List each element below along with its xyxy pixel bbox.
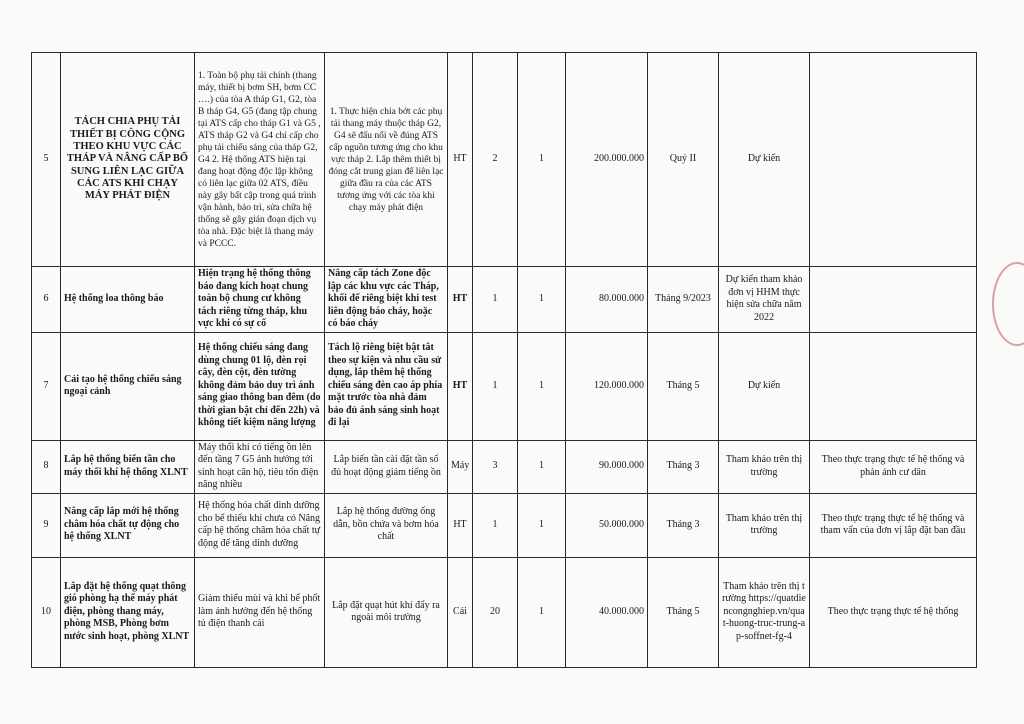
solution: 1. Thực hiện chia bớt các phụ tải thang máy thuộc tháp G2, G4 sẽ đấu nối về đúng ATS cấp nguồn tương ứng cho khu vực tháp 2. Lắp thêm thiết bị đóng cắt trung gian để liên lạc giữa đầu ra của các ATS tương ứng với các tòa khi chạy máy phát điện bbox=[325, 53, 448, 267]
quantity: 1 bbox=[473, 493, 518, 557]
basis bbox=[810, 53, 977, 267]
unit: Máy bbox=[448, 440, 473, 493]
item-name: Hệ thống loa thông báo bbox=[61, 267, 195, 333]
unit: HT bbox=[448, 267, 473, 333]
table-row bbox=[32, 440, 977, 493]
multiplier: 1 bbox=[518, 53, 566, 267]
item-name: Lắp hệ thống biến tần cho máy thổi khí hệ thống XLNT bbox=[61, 440, 195, 493]
note: Tham khảo trên thị trường https://quatdiencongnghiep.vn/quat-huong-truc-trung-ap-soffnet-fg-4 bbox=[719, 557, 810, 667]
basis bbox=[810, 332, 977, 440]
item-name: Nâng cấp lắp mới hệ thống châm hóa chất tự động cho hệ thống XLNT bbox=[61, 493, 195, 557]
item-name: Cải tạo hệ thống chiếu sáng ngoại cảnh bbox=[61, 332, 195, 440]
solution: Nâng cấp tách Zone độc lập các khu vực các Tháp, khối để riêng biệt khi test liên động báo cháy, hoặc có báo cháy bbox=[325, 267, 448, 333]
cost: 80.000.000 bbox=[566, 267, 648, 333]
timeline: Tháng 9/2023 bbox=[648, 267, 719, 333]
multiplier: 1 bbox=[518, 440, 566, 493]
unit: Cái bbox=[448, 557, 473, 667]
multiplier: 1 bbox=[518, 493, 566, 557]
solution: Lắp đặt quạt hút khí đẩy ra ngoài môi trường bbox=[325, 557, 448, 667]
cost: 200.000.000 bbox=[566, 53, 648, 267]
unit: HT bbox=[448, 53, 473, 267]
cost: 40.000.000 bbox=[566, 557, 648, 667]
note: Dự kiến bbox=[719, 332, 810, 440]
current-state: Giảm thiểu mùi và khi bể phốt làm ảnh hưởng đến hệ thống tủ điện thanh cái bbox=[195, 557, 325, 667]
solution: Lắp biến tần cài đặt tần số đủ hoạt động giảm tiếng ồn bbox=[325, 440, 448, 493]
table-row bbox=[32, 493, 977, 557]
current-state: Hiện trạng hệ thống thông báo đang kích hoạt chung toàn bộ chung cư không tách riêng từng tháp, khu vực khi có sự cố bbox=[195, 267, 325, 333]
quantity: 1 bbox=[473, 332, 518, 440]
table-row bbox=[32, 332, 977, 440]
table-row bbox=[32, 267, 977, 333]
item-name: Lắp đặt hệ thống quạt thông gió phòng hạ thế máy phát điện, phòng thang máy, phòng MSB, Phòng bơm nước sinh hoạt, phòng XLNT bbox=[61, 557, 195, 667]
timeline: Quý II bbox=[648, 53, 719, 267]
row-number: 5 bbox=[32, 53, 61, 267]
timeline: Tháng 5 bbox=[648, 332, 719, 440]
current-state: Hệ thống chiếu sáng đang dùng chung 01 lộ, đèn rọi cây, đèn cột, đèn tường không đảm bảo duy trì ánh sáng giao thông ban đêm (do thời gian bật chỉ đến 22h) và không tiết kiệm năng lượng bbox=[195, 332, 325, 440]
current-state: 1. Toàn bộ phụ tải chính (thang máy, thiết bị bơm SH, bơm CC ….) của tòa A tháp G1, G2, tòa B tháp G4, G5 (đang tập chung tại ATS cấp cho tháp G1 và G5 , ATS tháp G2 và G4 chỉ cấp cho phụ tải chiếu sáng của tháp G2, G4 2. Hệ thống ATS hiện tại đang hoạt động độc lập không có liên lạc giữa 02 ATS, điều này gây bất cập trong quá trình vận hành, bảo trì, sửa chữa hệ thống sẽ gây gián đoạn dịch vụ tòa nhà. Đặc biệt là thang máy và PCCC. bbox=[195, 53, 325, 267]
unit: HT bbox=[448, 332, 473, 440]
note: Dự kiến tham khảo đơn vị HHM thực hiện sửa chữa năm 2022 bbox=[719, 267, 810, 333]
basis: Theo thực trạng thực tế hệ thống và phản ánh cư dân bbox=[810, 440, 977, 493]
item-name: TÁCH CHIA PHỤ TẢI THIẾT BỊ CÔNG CỘNG THEO KHU VỰC CÁC THÁP VÀ NÂNG CẤP BỔ SUNG LIÊN LẠC GIỮA CÁC ATS KHI CHẠY MÁY PHÁT ĐIỆN bbox=[61, 53, 195, 267]
multiplier: 1 bbox=[518, 267, 566, 333]
row-number: 6 bbox=[32, 267, 61, 333]
multiplier: 1 bbox=[518, 557, 566, 667]
current-state: Máy thổi khí có tiếng ồn lên đến tầng 7 G5 ảnh hưởng tới sinh hoạt căn hộ, tiêu tốn điện năng nhiều bbox=[195, 440, 325, 493]
basis: Theo thực trạng thực tế hệ thống và tham vấn của đơn vị lắp đặt ban đầu bbox=[810, 493, 977, 557]
cost: 90.000.000 bbox=[566, 440, 648, 493]
row-number: 9 bbox=[32, 493, 61, 557]
cost: 50.000.000 bbox=[566, 493, 648, 557]
seal-stamp bbox=[992, 262, 1024, 346]
quantity: 1 bbox=[473, 267, 518, 333]
timeline: Tháng 3 bbox=[648, 493, 719, 557]
multiplier: 1 bbox=[518, 332, 566, 440]
table-row bbox=[32, 557, 977, 667]
quantity: 2 bbox=[473, 53, 518, 267]
timeline: Tháng 3 bbox=[648, 440, 719, 493]
note: Tham khảo trên thị trường bbox=[719, 493, 810, 557]
table-row bbox=[32, 53, 977, 267]
unit: HT bbox=[448, 493, 473, 557]
row-number: 8 bbox=[32, 440, 61, 493]
current-state: Hệ thống hóa chất dinh dưỡng cho bể thiếu khí chưa có Nâng cấp hệ thống châm hóa chất tự động để tăng dinh dưỡng bbox=[195, 493, 325, 557]
row-number: 7 bbox=[32, 332, 61, 440]
basis: Theo thực trạng thực tế hệ thống bbox=[810, 557, 977, 667]
basis bbox=[810, 267, 977, 333]
plan-table bbox=[31, 52, 977, 668]
note: Dự kiến bbox=[719, 53, 810, 267]
solution: Tách lộ riêng biệt bật tắt theo sự kiện và nhu cầu sử dụng, lắp thêm hệ thống chiếu sáng đèn cao áp phía mặt trước tòa nhà đảm bảo đủ ánh sáng sinh hoạt đi lại bbox=[325, 332, 448, 440]
cost: 120.000.000 bbox=[566, 332, 648, 440]
note: Tham khảo trên thị trường bbox=[719, 440, 810, 493]
row-number: 10 bbox=[32, 557, 61, 667]
solution: Lắp hệ thống đường ống dẫn, bồn chứa và bơm hóa chất bbox=[325, 493, 448, 557]
quantity: 3 bbox=[473, 440, 518, 493]
quantity: 20 bbox=[473, 557, 518, 667]
timeline: Tháng 5 bbox=[648, 557, 719, 667]
